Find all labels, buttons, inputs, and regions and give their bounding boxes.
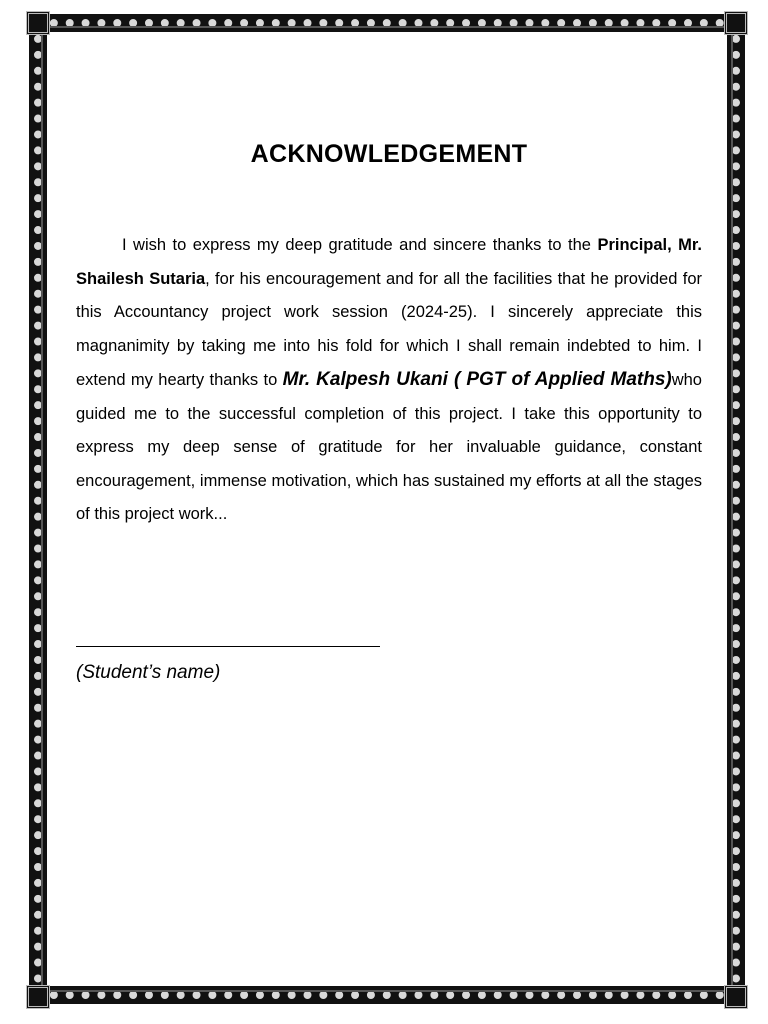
corner-ornament	[724, 985, 748, 1009]
corner-ornament	[26, 11, 50, 35]
teacher-name: Mr. Kalpesh Ukani ( PGT of Applied Maths)	[282, 369, 672, 390]
signature-line	[76, 646, 380, 647]
acknowledgement-paragraph	[76, 229, 702, 532]
paragraph-text-1: I wish to express my deep gratitude and sincere thanks to the	[122, 236, 598, 254]
paragraph-text-3: who guided me to the successful completion of this project. I take this opportunity to express my deep sense of gratitude for her invaluable guidance, constant encouragement, immense motivation, which has sustained my efforts at all the stages of this project work...	[76, 371, 702, 523]
paragraph-text-2: , for his encouragement and for all the facilities that he provided for this Accountancy project work session (2024-25). I sincerely appreciate this magnanimity by taking me into his fold for which I shall remain indebted to him. I extend my hearty thanks to	[76, 269, 702, 389]
corner-ornament	[26, 985, 50, 1009]
student-name-label: (Student’s name)	[76, 662, 221, 683]
corner-ornament	[724, 11, 748, 35]
principal-name: Principal, Mr. Shailesh Sutaria	[76, 236, 702, 288]
document-body	[76, 140, 702, 532]
page-title: ACKNOWLEDGEMENT	[250, 140, 528, 168]
